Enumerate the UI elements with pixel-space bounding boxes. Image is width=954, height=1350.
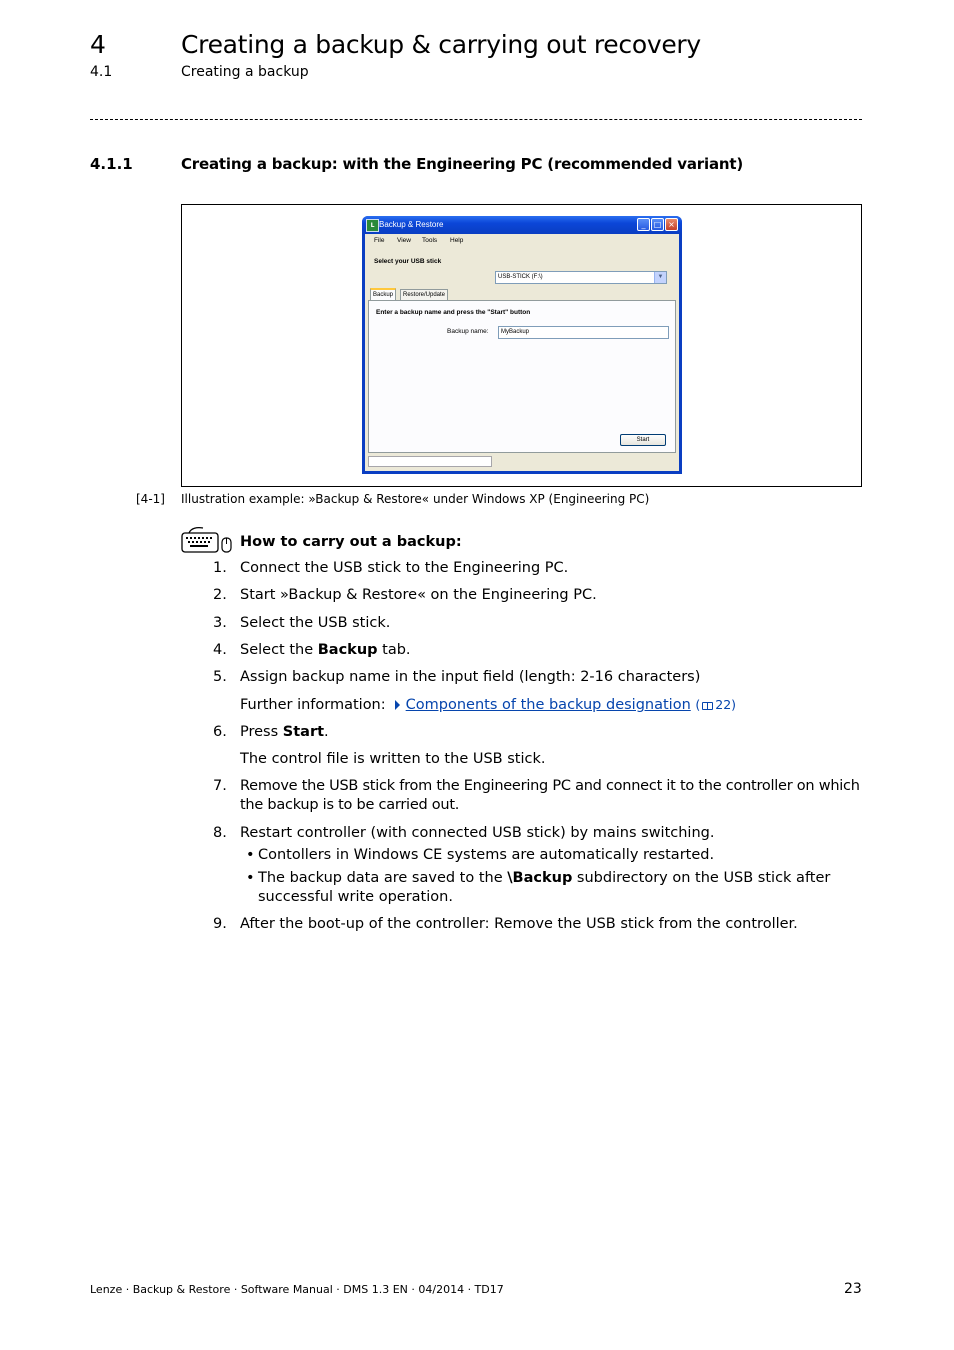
menu-bar <box>365 234 679 248</box>
step-text-post: . <box>324 724 329 740</box>
backup-name-input[interactable]: MyBackup <box>498 326 669 339</box>
status-bar <box>368 456 492 467</box>
bullet-dot: • <box>246 847 255 863</box>
step-text: Select the USB stick. <box>240 615 391 631</box>
step-text: After the boot-up of the controller: Remove the USB stick from the controller. <box>240 916 798 932</box>
usb-stick-value: USB-STICK (F:\) <box>498 274 543 280</box>
header-divider <box>90 119 862 120</box>
figure-number: [4-1] <box>136 492 165 506</box>
step-text: Connect the USB stick to the Engineering PC. <box>240 560 569 576</box>
bullet-text-bold: \Backup <box>507 870 573 886</box>
select-usb-label: Select your USB stick <box>374 258 442 265</box>
step-number: 2. <box>213 587 227 603</box>
menu-tools[interactable]: Tools <box>422 237 438 244</box>
backup-instruction: Enter a backup name and press the "Start" button <box>376 309 531 316</box>
step-text-bold: Backup <box>317 642 378 658</box>
tab-backup[interactable]: Backup <box>370 288 396 301</box>
menu-view[interactable]: View <box>397 237 411 244</box>
step-text: Restart controller (with connected USB stick) by mains switching. <box>240 825 715 841</box>
step-number: 4. <box>213 642 227 658</box>
step-text-pre: Press <box>240 724 283 740</box>
page-number: 23 <box>844 1281 862 1297</box>
step-note: The control file is written to the USB stick. <box>240 751 546 767</box>
window-title: Backup & Restore <box>379 220 444 229</box>
start-button[interactable]: Start <box>620 434 666 446</box>
further-info <box>240 695 862 715</box>
step-number: 1. <box>213 560 227 576</box>
chevron-down-icon[interactable]: ▼ <box>654 272 666 283</box>
book-icon <box>702 702 713 710</box>
step-number: 8. <box>213 825 227 841</box>
backup-restore-window <box>362 216 682 474</box>
chapter-title: Creating a backup & carrying out recovery <box>181 30 701 59</box>
menu-help[interactable]: Help <box>450 237 464 244</box>
step-number: 6. <box>213 724 227 740</box>
chapter-number: 4 <box>90 30 106 59</box>
step-number: 3. <box>213 615 227 631</box>
step-text <box>240 723 862 742</box>
step-text-pre: Select the <box>240 642 318 658</box>
step-text-post: tab. <box>377 642 411 658</box>
figure-caption: Illustration example: »Backup & Restore« under Windows XP (Engineering PC) <box>181 492 650 506</box>
keyboard-mouse-icon <box>181 526 233 554</box>
step-number: 7. <box>213 778 227 794</box>
subsection-number: 4.1.1 <box>90 155 133 173</box>
bullet-dot: • <box>246 870 255 886</box>
section-title: Creating a backup <box>181 64 309 80</box>
step-text-bold: Start <box>282 724 325 740</box>
step-text: Assign backup name in the input field (length: 2-16 characters) <box>240 669 701 685</box>
section-number: 4.1 <box>90 64 113 80</box>
step-text <box>240 641 862 660</box>
further-info-label: Further information: <box>240 697 386 713</box>
menu-file[interactable]: File <box>374 237 385 244</box>
subsection-title: Creating a backup: with the Engineering PC (recommended variant) <box>181 155 743 173</box>
maximize-icon[interactable]: □ <box>651 218 664 231</box>
bullet-text-post: subdirectory on the USB stick after successful write operation. <box>258 870 831 905</box>
backup-name-label: Backup name: <box>447 328 489 335</box>
tab-restore-update[interactable]: Restore/Update <box>400 289 448 301</box>
step-text: Remove the USB stick from the Engineering PC and connect it to the controller on which the backup is to be carried out. <box>240 778 860 813</box>
minimize-icon[interactable]: _ <box>637 218 650 231</box>
usb-stick-select[interactable] <box>495 271 667 284</box>
procedure-heading: How to carry out a backup: <box>240 534 462 550</box>
bullet-text <box>258 869 862 907</box>
triangle-right-icon <box>395 700 400 710</box>
footer-text: Lenze · Backup & Restore · Software Manual · DMS 1.3 EN · 04/2014 · TD17 <box>90 1283 504 1296</box>
window-titlebar <box>362 216 682 234</box>
page-ref[interactable]: ( 22) <box>695 697 737 712</box>
backup-tab-panel <box>368 300 676 453</box>
close-icon[interactable]: × <box>665 218 678 231</box>
page-ref-number: 22 <box>715 697 732 712</box>
lenze-app-icon: L <box>366 219 379 232</box>
window-client <box>365 234 679 471</box>
components-link[interactable]: Components of the backup designation <box>405 697 691 713</box>
step-number: 5. <box>213 669 227 685</box>
step-number: 9. <box>213 916 227 932</box>
bullet-text: Contollers in Windows CE systems are automatically restarted. <box>258 847 715 863</box>
bullet-text-pre: The backup data are saved to the <box>258 870 508 886</box>
step-text: Start »Backup & Restore« on the Engineering PC. <box>240 587 597 603</box>
